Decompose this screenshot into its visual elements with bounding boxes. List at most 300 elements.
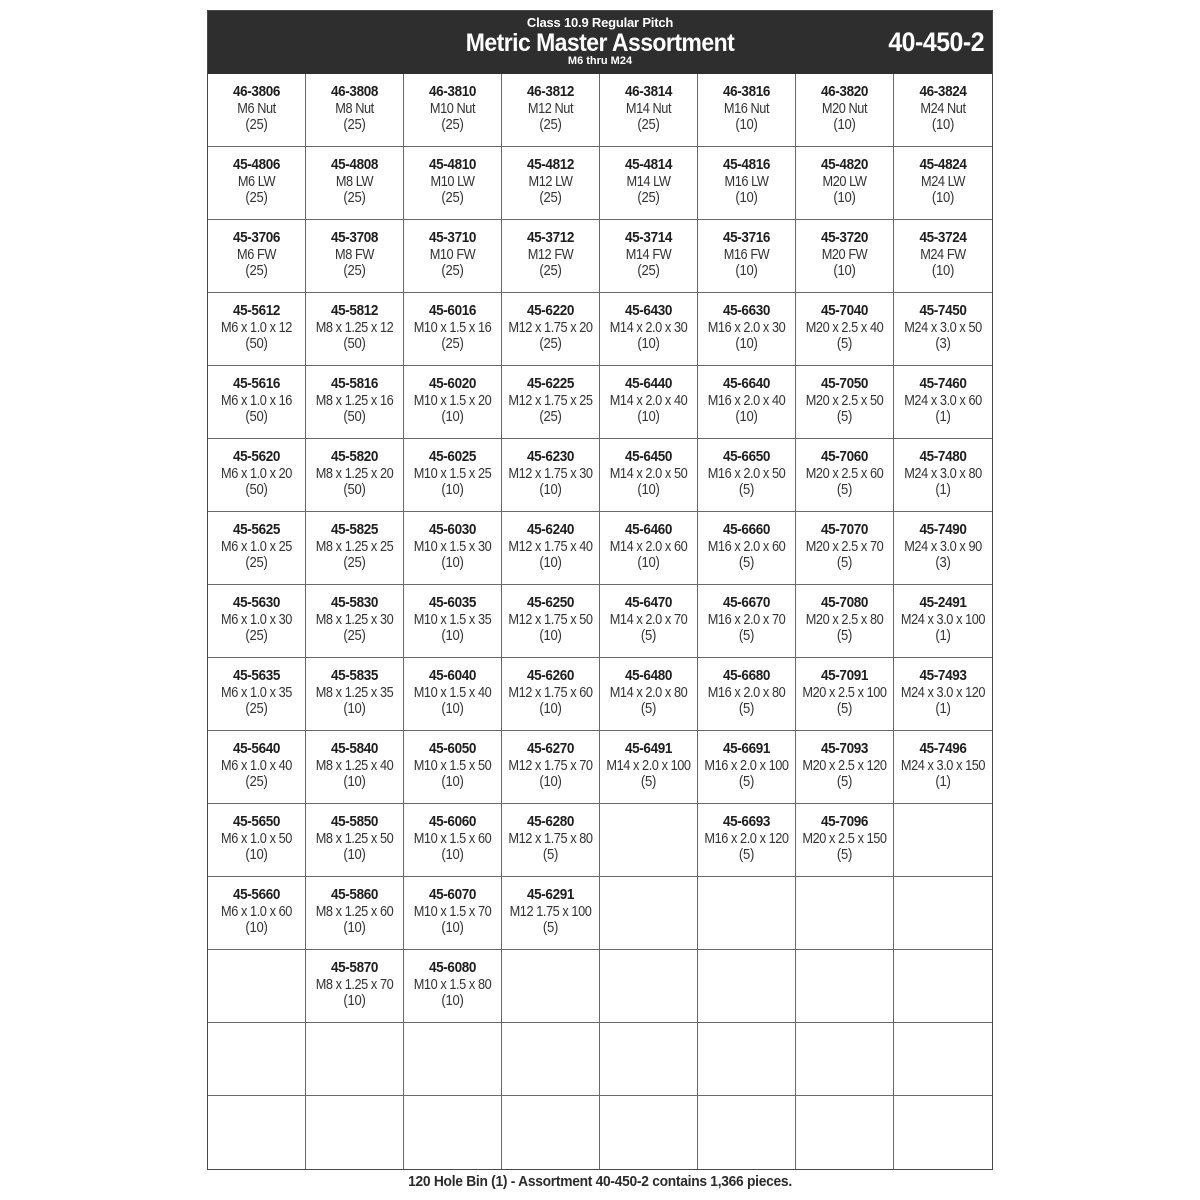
part-quantity: (25) <box>539 263 562 279</box>
part-description: M14 x 2.0 x 60 <box>609 538 688 555</box>
part-quantity: (10) <box>441 847 464 863</box>
empty-bin-cell <box>698 1096 796 1169</box>
empty-bin-cell <box>404 1023 502 1096</box>
part-description: M12 x 1.75 x 25 <box>508 392 593 409</box>
part-quantity: (5) <box>738 847 755 863</box>
part-number: 45-6035 <box>428 594 477 611</box>
part-description: M14 Nut <box>625 100 672 117</box>
part-quantity: (10) <box>245 847 268 863</box>
part-description: M6 x 1.0 x 35 <box>221 684 292 701</box>
bin-cell <box>404 585 502 658</box>
part-number: 45-7050 <box>820 375 869 392</box>
part-description: M24 x 3.0 x 150 <box>900 757 986 774</box>
part-description: M14 x 2.0 x 50 <box>609 465 688 482</box>
bin-cell <box>502 658 600 731</box>
bin-cell <box>502 74 600 147</box>
part-number: 45-7080 <box>820 594 869 611</box>
part-quantity: (25) <box>539 336 562 352</box>
part-description: M8 x 1.25 x 25 <box>315 538 394 555</box>
bin-cell <box>894 585 992 658</box>
part-quantity: (5) <box>738 555 755 571</box>
part-number: 46-3810 <box>428 83 477 100</box>
part-number: 45-6016 <box>428 302 477 319</box>
part-quantity: (25) <box>441 190 464 206</box>
bin-cell <box>502 877 600 950</box>
part-number: 45-7490 <box>919 521 967 538</box>
part-description: M16 Nut <box>723 100 770 117</box>
part-description: M6 x 1.0 x 12 <box>221 319 292 336</box>
part-quantity: (10) <box>735 190 758 206</box>
part-quantity: (25) <box>343 190 366 206</box>
part-number: 45-6670 <box>722 594 771 611</box>
part-quantity: (10) <box>637 482 660 498</box>
bin-cell <box>306 366 404 439</box>
part-quantity: (50) <box>343 409 366 425</box>
part-description: M14 FW <box>625 246 672 263</box>
part-description: M16 x 2.0 x 60 <box>707 538 786 555</box>
header-title: Metric Master Assortment <box>465 29 735 57</box>
part-number: 45-6220 <box>526 302 575 319</box>
part-number: 45-7493 <box>919 667 967 684</box>
bin-cell <box>698 731 796 804</box>
bin-cell <box>502 293 600 366</box>
bin-cell <box>404 366 502 439</box>
empty-bin-cell <box>600 1023 698 1096</box>
part-description: M6 x 1.0 x 30 <box>221 611 292 628</box>
bin-cell <box>796 804 894 877</box>
bin-cell <box>208 731 306 804</box>
bin-cell <box>404 74 502 147</box>
part-quantity: (5) <box>738 774 755 790</box>
empty-bin-cell <box>796 950 894 1023</box>
bin-cell <box>306 512 404 585</box>
part-number: 45-6225 <box>526 375 575 392</box>
part-number: 45-6050 <box>428 740 477 757</box>
part-quantity: (10) <box>735 117 758 133</box>
part-number: 45-5812 <box>330 302 379 319</box>
empty-bin-cell <box>208 1023 306 1096</box>
bin-cell <box>894 731 992 804</box>
part-quantity: (10) <box>637 555 660 571</box>
bin-cell <box>698 366 796 439</box>
part-quantity: (25) <box>637 117 660 133</box>
part-description: M14 x 2.0 x 30 <box>609 319 688 336</box>
part-description: M10 x 1.5 x 40 <box>413 684 492 701</box>
bin-cell <box>600 147 698 220</box>
bin-cell <box>404 804 502 877</box>
part-description: M16 FW <box>723 246 770 263</box>
part-number: 45-6650 <box>722 448 771 465</box>
bin-cell <box>894 147 992 220</box>
part-number: 45-6260 <box>526 667 575 684</box>
part-description: M8 x 1.25 x 35 <box>315 684 394 701</box>
bin-cell <box>404 877 502 950</box>
part-quantity: (5) <box>836 336 853 352</box>
part-number: 45-6460 <box>624 521 673 538</box>
bin-cell <box>698 439 796 512</box>
part-number: 46-3814 <box>624 83 673 100</box>
part-quantity: (5) <box>640 628 657 644</box>
bin-cell <box>502 804 600 877</box>
part-quantity: (10) <box>637 336 660 352</box>
part-quantity: (50) <box>245 482 268 498</box>
part-description: M14 x 2.0 x 80 <box>609 684 688 701</box>
part-number: 45-5630 <box>232 594 281 611</box>
part-number: 45-6691 <box>722 740 771 757</box>
part-number: 45-5612 <box>232 302 281 319</box>
part-quantity: (10) <box>833 190 856 206</box>
bin-cell <box>404 731 502 804</box>
part-number: 45-7093 <box>820 740 869 757</box>
bin-cell <box>796 439 894 512</box>
empty-bin-cell <box>698 1023 796 1096</box>
bin-cell <box>306 220 404 293</box>
part-number: 45-6030 <box>428 521 477 538</box>
part-number: 45-5825 <box>330 521 379 538</box>
part-description: M8 x 1.25 x 40 <box>315 757 394 774</box>
part-description: M24 x 3.0 x 90 <box>904 538 982 555</box>
bin-cell <box>306 293 404 366</box>
part-quantity: (25) <box>539 190 562 206</box>
part-quantity: (25) <box>245 774 268 790</box>
bin-cell <box>698 147 796 220</box>
part-description: M12 x 1.75 x 60 <box>508 684 593 701</box>
part-quantity: (5) <box>836 409 853 425</box>
part-number: 45-6230 <box>526 448 575 465</box>
part-description: M20 x 2.5 x 100 <box>802 684 887 701</box>
part-number: 46-3806 <box>232 83 281 100</box>
part-description: M20 LW <box>822 173 867 190</box>
part-quantity: (25) <box>441 336 464 352</box>
part-description: M24 x 3.0 x 120 <box>900 684 986 701</box>
part-quantity: (10) <box>441 920 464 936</box>
part-description: M14 LW <box>626 173 671 190</box>
part-quantity: (50) <box>245 336 268 352</box>
part-quantity: (10) <box>441 774 464 790</box>
bin-cell <box>306 74 404 147</box>
part-quantity: (10) <box>441 993 464 1009</box>
part-description: M24 FW <box>920 246 966 263</box>
part-quantity: (10) <box>441 701 464 717</box>
part-description: M12 LW <box>528 173 573 190</box>
empty-bin-cell <box>698 877 796 950</box>
part-description: M24 Nut <box>920 100 966 117</box>
part-number: 45-7460 <box>919 375 967 392</box>
part-number: 45-6660 <box>722 521 771 538</box>
part-description: M24 x 3.0 x 50 <box>904 319 982 336</box>
bin-cell <box>404 147 502 220</box>
part-quantity: (10) <box>441 628 464 644</box>
bin-cell <box>306 877 404 950</box>
bin-cell <box>698 512 796 585</box>
bin-cell <box>600 658 698 731</box>
bin-cell <box>600 293 698 366</box>
bin-cell <box>600 220 698 293</box>
part-description: M6 x 1.0 x 25 <box>221 538 292 555</box>
bin-cell <box>404 658 502 731</box>
part-description: M10 x 1.5 x 35 <box>413 611 492 628</box>
part-number: 45-3724 <box>919 229 967 246</box>
part-description: M10 x 1.5 x 60 <box>413 830 492 847</box>
header-range: M6 thru M24 <box>567 55 633 67</box>
part-quantity: (25) <box>245 263 268 279</box>
part-quantity: (10) <box>637 409 660 425</box>
part-number: 45-3720 <box>820 229 869 246</box>
part-number: 45-6020 <box>428 375 477 392</box>
part-quantity: (1) <box>935 482 951 498</box>
part-quantity: (5) <box>836 701 853 717</box>
part-number: 45-5620 <box>232 448 281 465</box>
part-quantity: (25) <box>245 701 268 717</box>
part-description: M8 Nut <box>335 100 374 117</box>
part-quantity: (10) <box>441 555 464 571</box>
part-description: M16 x 2.0 x 30 <box>707 319 786 336</box>
bin-cell <box>404 220 502 293</box>
empty-bin-cell <box>208 950 306 1023</box>
bin-cell <box>796 147 894 220</box>
part-quantity: (5) <box>738 628 755 644</box>
part-number: 45-5635 <box>232 667 281 684</box>
part-number: 45-5840 <box>330 740 379 757</box>
bin-cell <box>306 439 404 512</box>
empty-bin-cell <box>306 1096 404 1169</box>
bin-cell <box>208 366 306 439</box>
assortment-sheet <box>207 10 993 1170</box>
bin-cell <box>894 293 992 366</box>
part-number: 45-7060 <box>820 448 869 465</box>
bin-cell <box>894 366 992 439</box>
part-description: M12 Nut <box>527 100 574 117</box>
part-quantity: (5) <box>836 847 853 863</box>
part-number: 45-5816 <box>330 375 379 392</box>
part-number: 46-3816 <box>722 83 771 100</box>
part-number: 45-6080 <box>428 959 477 976</box>
part-description: M8 x 1.25 x 20 <box>315 465 394 482</box>
part-number: 45-6270 <box>526 740 575 757</box>
part-quantity: (10) <box>539 555 562 571</box>
part-number: 45-5830 <box>330 594 379 611</box>
empty-bin-cell <box>796 877 894 950</box>
bin-cell <box>796 512 894 585</box>
bin-cell <box>502 147 600 220</box>
part-number: 45-5650 <box>232 813 281 830</box>
bin-cell <box>796 731 894 804</box>
part-quantity: (50) <box>245 409 268 425</box>
part-number: 45-3710 <box>428 229 477 246</box>
bin-cell <box>698 658 796 731</box>
part-description: M12 1.75 x 100 <box>509 903 592 920</box>
part-quantity: (5) <box>542 847 559 863</box>
part-description: M24 LW <box>921 173 965 190</box>
empty-bin-cell <box>502 1096 600 1169</box>
part-quantity: (25) <box>245 190 268 206</box>
bin-cell <box>306 658 404 731</box>
part-quantity: (10) <box>931 190 955 206</box>
part-quantity: (10) <box>539 701 562 717</box>
part-number: 46-3824 <box>919 83 967 100</box>
part-description: M6 Nut <box>237 100 276 117</box>
part-number: 45-5640 <box>232 740 281 757</box>
bin-cell <box>796 585 894 658</box>
part-number: 45-4806 <box>232 156 281 173</box>
part-description: M24 x 3.0 x 100 <box>900 611 986 628</box>
part-number: 45-5835 <box>330 667 379 684</box>
part-description: M12 x 1.75 x 40 <box>508 538 593 555</box>
bin-cell <box>698 585 796 658</box>
part-quantity: (5) <box>738 701 755 717</box>
part-description: M16 x 2.0 x 40 <box>707 392 786 409</box>
part-number: 45-7070 <box>820 521 869 538</box>
bin-cell <box>306 147 404 220</box>
part-quantity: (10) <box>343 774 366 790</box>
part-quantity: (10) <box>539 774 562 790</box>
part-description: M24 x 3.0 x 80 <box>904 465 982 482</box>
part-quantity: (25) <box>245 628 268 644</box>
part-quantity: (25) <box>245 117 268 133</box>
empty-bin-cell <box>600 877 698 950</box>
bin-grid <box>208 74 992 1169</box>
bin-cell <box>698 804 796 877</box>
part-quantity: (5) <box>542 920 559 936</box>
part-number: 46-3808 <box>330 83 379 100</box>
empty-bin-cell <box>698 950 796 1023</box>
empty-bin-cell <box>208 1096 306 1169</box>
part-number: 45-4816 <box>722 156 771 173</box>
part-description: M6 FW <box>237 246 276 263</box>
empty-bin-cell <box>796 1023 894 1096</box>
part-quantity: (25) <box>343 263 366 279</box>
part-number: 45-7091 <box>820 667 869 684</box>
part-description: M8 x 1.25 x 70 <box>315 976 394 993</box>
part-quantity: (25) <box>441 263 464 279</box>
part-description: M10 LW <box>430 173 475 190</box>
assortment-code: 40-450-2 <box>888 27 984 57</box>
part-quantity: (5) <box>640 701 657 717</box>
part-description: M16 x 2.0 x 50 <box>707 465 786 482</box>
bin-cell <box>894 74 992 147</box>
part-description: M8 FW <box>335 246 374 263</box>
part-description: M20 x 2.5 x 40 <box>805 319 884 336</box>
bin-cell <box>208 585 306 658</box>
part-number: 45-6680 <box>722 667 771 684</box>
part-description: M12 FW <box>527 246 574 263</box>
part-quantity: (50) <box>343 482 366 498</box>
header-banner <box>208 11 992 74</box>
part-number: 45-6040 <box>428 667 477 684</box>
part-number: 45-5870 <box>330 959 379 976</box>
part-description: M10 x 1.5 x 50 <box>413 757 492 774</box>
part-quantity: (5) <box>640 774 657 790</box>
part-description: M6 x 1.0 x 40 <box>221 757 292 774</box>
empty-bin-cell <box>894 877 992 950</box>
part-number: 45-6291 <box>526 886 575 903</box>
part-number: 45-4814 <box>624 156 673 173</box>
part-description: M24 x 3.0 x 60 <box>904 392 982 409</box>
part-description: M12 x 1.75 x 30 <box>508 465 593 482</box>
part-quantity: (25) <box>539 409 562 425</box>
part-quantity: (5) <box>836 555 853 571</box>
part-number: 45-6640 <box>722 375 771 392</box>
empty-bin-cell <box>600 1096 698 1169</box>
part-description: M20 x 2.5 x 70 <box>805 538 884 555</box>
part-description: M12 x 1.75 x 70 <box>508 757 593 774</box>
bin-cell <box>208 877 306 950</box>
part-quantity: (10) <box>343 847 366 863</box>
part-description: M12 x 1.75 x 20 <box>508 319 593 336</box>
part-number: 45-7480 <box>919 448 967 465</box>
part-number: 45-6280 <box>526 813 575 830</box>
part-number: 45-7040 <box>820 302 869 319</box>
bin-cell <box>796 220 894 293</box>
part-number: 45-6060 <box>428 813 477 830</box>
part-description: M10 Nut <box>429 100 476 117</box>
part-description: M20 x 2.5 x 120 <box>802 757 887 774</box>
part-quantity: (10) <box>343 920 366 936</box>
part-number: 46-3812 <box>526 83 575 100</box>
bin-cell <box>306 804 404 877</box>
part-number: 45-5820 <box>330 448 379 465</box>
part-description: M8 LW <box>335 173 374 190</box>
bin-cell <box>600 74 698 147</box>
part-quantity: (25) <box>539 117 562 133</box>
bin-cell <box>208 658 306 731</box>
part-description: M14 x 2.0 x 40 <box>609 392 688 409</box>
bin-cell <box>208 220 306 293</box>
part-number: 45-6693 <box>722 813 771 830</box>
part-quantity: (25) <box>343 555 366 571</box>
part-description: M8 x 1.25 x 50 <box>315 830 394 847</box>
empty-bin-cell <box>600 950 698 1023</box>
part-number: 45-2491 <box>919 594 967 611</box>
bin-cell <box>796 293 894 366</box>
part-quantity: (5) <box>738 482 755 498</box>
part-description: M14 x 2.0 x 100 <box>606 757 691 774</box>
part-number: 45-6470 <box>624 594 673 611</box>
part-number: 45-6450 <box>624 448 673 465</box>
part-description: M6 x 1.0 x 20 <box>221 465 292 482</box>
part-number: 45-5660 <box>232 886 281 903</box>
bin-cell <box>306 731 404 804</box>
part-number: 45-4820 <box>820 156 869 173</box>
bin-cell <box>600 512 698 585</box>
part-number: 45-3706 <box>232 229 281 246</box>
part-quantity: (5) <box>836 774 853 790</box>
bin-cell <box>600 585 698 658</box>
bin-cell <box>404 950 502 1023</box>
part-number: 45-6025 <box>428 448 477 465</box>
part-number: 45-3708 <box>330 229 379 246</box>
bin-cell <box>404 293 502 366</box>
header-subtitle: Class 10.9 Regular Pitch <box>526 15 674 30</box>
part-description: M20 x 2.5 x 150 <box>802 830 887 847</box>
part-quantity: (25) <box>637 190 660 206</box>
empty-bin-cell <box>894 1023 992 1096</box>
part-number: 45-4812 <box>526 156 575 173</box>
part-number: 45-6491 <box>624 740 673 757</box>
part-description: M12 x 1.75 x 50 <box>508 611 593 628</box>
empty-bin-cell <box>894 950 992 1023</box>
part-quantity: (10) <box>931 263 955 279</box>
bin-cell <box>894 439 992 512</box>
part-quantity: (1) <box>935 774 951 790</box>
part-description: M20 x 2.5 x 60 <box>805 465 884 482</box>
part-description: M6 x 1.0 x 50 <box>221 830 292 847</box>
empty-bin-cell <box>894 1096 992 1169</box>
part-description: M10 x 1.5 x 20 <box>413 392 492 409</box>
empty-bin-cell <box>306 1023 404 1096</box>
bin-cell <box>796 366 894 439</box>
part-number: 45-6240 <box>526 521 575 538</box>
